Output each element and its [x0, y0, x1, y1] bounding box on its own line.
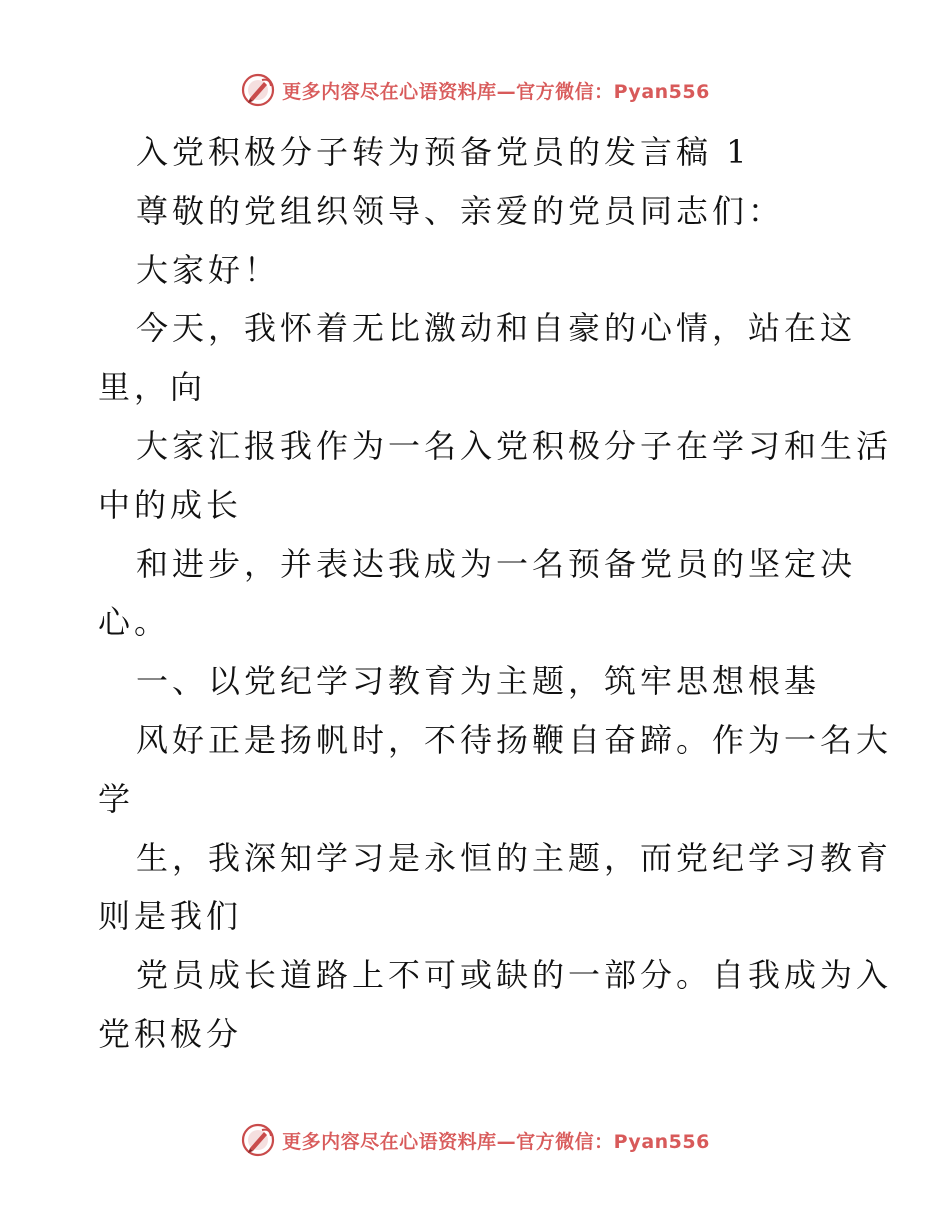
section-heading: 一、以党纪学习教育为主题，筑牢思想根基	[136, 662, 821, 701]
watermark-text: 更多内容尽在心语资料库—官方微信：Pyan556	[282, 80, 710, 103]
body-line: 大家汇报我作为一名入党积极分子在学习和生活	[136, 426, 893, 465]
body-line: 今天，我怀着无比激动和自豪的心情，站在这	[136, 309, 857, 348]
body-line: 里，向	[98, 368, 207, 407]
greeting: 大家好！	[136, 250, 281, 289]
salutation: 尊敬的党组织领导、亲爱的党员同志们：	[136, 191, 785, 230]
body-line: 中的成长	[98, 485, 243, 524]
pen-seal-icon	[240, 72, 276, 108]
header-watermark	[0, 70, 950, 110]
body-line: 学	[98, 779, 135, 818]
document-title: 入党积极分子转为预备党员的发言稿 1	[136, 133, 751, 171]
body-line: 和进步，并表达我成为一名预备党员的坚定决	[136, 544, 857, 583]
body-line: 生，我深知学习是永恒的主题，而党纪学习教育	[136, 838, 893, 877]
document-body	[98, 123, 893, 1064]
body-line: 则是我们	[98, 897, 243, 936]
footer-watermark	[0, 1120, 950, 1160]
body-line: 心。	[98, 603, 171, 642]
body-line: 风好正是扬帆时，不待扬鞭自奋蹄。作为一名大	[136, 720, 893, 759]
pen-seal-icon	[240, 1122, 276, 1158]
watermark-text: 更多内容尽在心语资料库—官方微信：Pyan556	[282, 1130, 710, 1153]
body-line: 党员成长道路上不可或缺的一部分。自我成为入	[136, 956, 893, 995]
body-line: 党积极分	[98, 1014, 243, 1053]
